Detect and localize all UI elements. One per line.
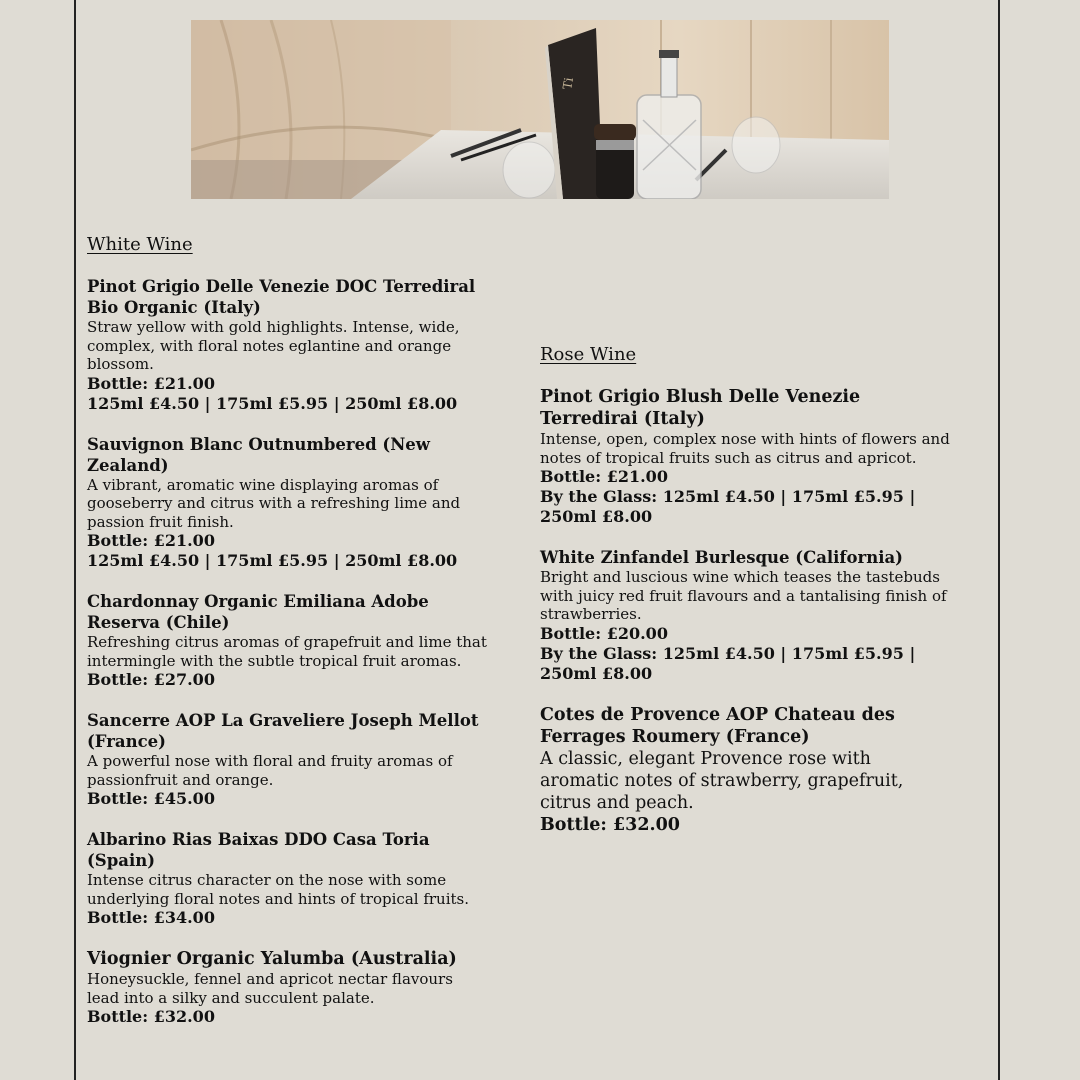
bottle-price: Bottle: £32.00 — [540, 814, 680, 835]
wine-name: White Zinfandel Burlesque (California) — [540, 548, 903, 567]
wine-item — [540, 704, 950, 836]
wine-description: A powerful nose with floral and fruity aromas of passionfruit and orange. — [87, 752, 453, 789]
glass-prices: By the Glass: 125ml £4.50 | 175ml £5.95 | 250ml £8.00 — [540, 643, 916, 683]
bottle-price: Bottle: £32.00 — [87, 1007, 215, 1026]
rose-wine-column — [540, 343, 950, 856]
wine-item — [87, 710, 487, 809]
wine-item — [87, 948, 487, 1027]
wine-name: Sancerre AOP La Graveliere Joseph Mellot (France) — [87, 711, 479, 751]
bottle-price: Bottle: £21.00 — [87, 531, 215, 550]
logo-text: Ti — [560, 76, 577, 91]
white-wine-heading: White Wine — [87, 234, 193, 255]
restaurant-table-photo — [191, 20, 889, 199]
wine-item — [87, 829, 487, 928]
wine-item — [87, 434, 487, 572]
wine-name: Viognier Organic Yalumba (Australia) — [87, 949, 457, 969]
bottle-price: Bottle: £21.00 — [87, 373, 215, 393]
bottle-price: Bottle: £34.00 — [87, 908, 215, 927]
glass-prices: By the Glass: 125ml £4.50 | 175ml £5.95 | 250ml £8.00 — [540, 487, 916, 526]
glass-prices: 125ml £4.50 | 175ml £5.95 | 250ml £8.00 — [87, 551, 458, 570]
wine-name: Pinot Grigio Delle Venezie DOC Terrediral Bio Organic (Italy) — [87, 277, 476, 317]
wine-description: A classic, elegant Provence rose with aromatic notes of strawberry, grapefruit, citrus and peach. — [540, 748, 904, 813]
wine-description: Refreshing citrus aromas of grapefruit and lime that intermingle with the subtle tropical fruit aromas. — [87, 633, 487, 670]
bottle-price: Bottle: £21.00 — [540, 467, 668, 486]
wine-description: Intense citrus character on the nose with some underlying floral notes and hints of tropical fruits. — [87, 871, 469, 908]
wine-item — [540, 547, 950, 684]
wine-description: Honeysuckle, fennel and apricot nectar flavours lead into a silky and succulent palate. — [87, 970, 453, 1007]
wine-description: Intense, open, complex nose with hints of flowers and notes of tropical fruits such as citrus and apricot. — [540, 430, 950, 467]
wine-item — [87, 591, 487, 690]
wine-description: Straw yellow with gold highlights. Intense, wide, complex, with floral notes eglantine and orange blossom. — [87, 318, 460, 373]
bottle-price: Bottle: £20.00 — [540, 623, 668, 643]
bottle-price: Bottle: £45.00 — [87, 789, 215, 808]
bottle-price: Bottle: £27.00 — [87, 670, 215, 689]
wine-item — [87, 276, 487, 414]
wine-name: Sauvignon Blanc Outnumbered (New Zealand) — [87, 434, 430, 475]
glass-prices: 125ml £4.50 | 175ml £5.95 | 250ml £8.00 — [87, 393, 458, 413]
wine-description: A vibrant, aromatic wine displaying aromas of gooseberry and citrus with a refreshing lime and passion fruit finish. — [87, 475, 461, 531]
hero-image — [191, 20, 889, 199]
wine-name: Cotes de Provence AOP Chateau des Ferrages Roumery (France) — [540, 704, 895, 747]
wine-name: Albarino Rias Baixas DDO Casa Toria (Spain) — [87, 830, 430, 870]
wine-name: Chardonnay Organic Emiliana Adobe Reserva (Chile) — [87, 592, 429, 632]
wine-item — [540, 386, 950, 527]
rose-wine-heading: Rose Wine — [540, 344, 637, 365]
wine-description: Bright and luscious wine which teases the tastebuds with juicy red fruit flavours and a tantalising finish of strawberries. — [540, 568, 947, 623]
wine-name: Pinot Grigio Blush Delle Venezie Terredirai (Italy) — [540, 387, 861, 429]
white-wine-column — [87, 233, 487, 1047]
